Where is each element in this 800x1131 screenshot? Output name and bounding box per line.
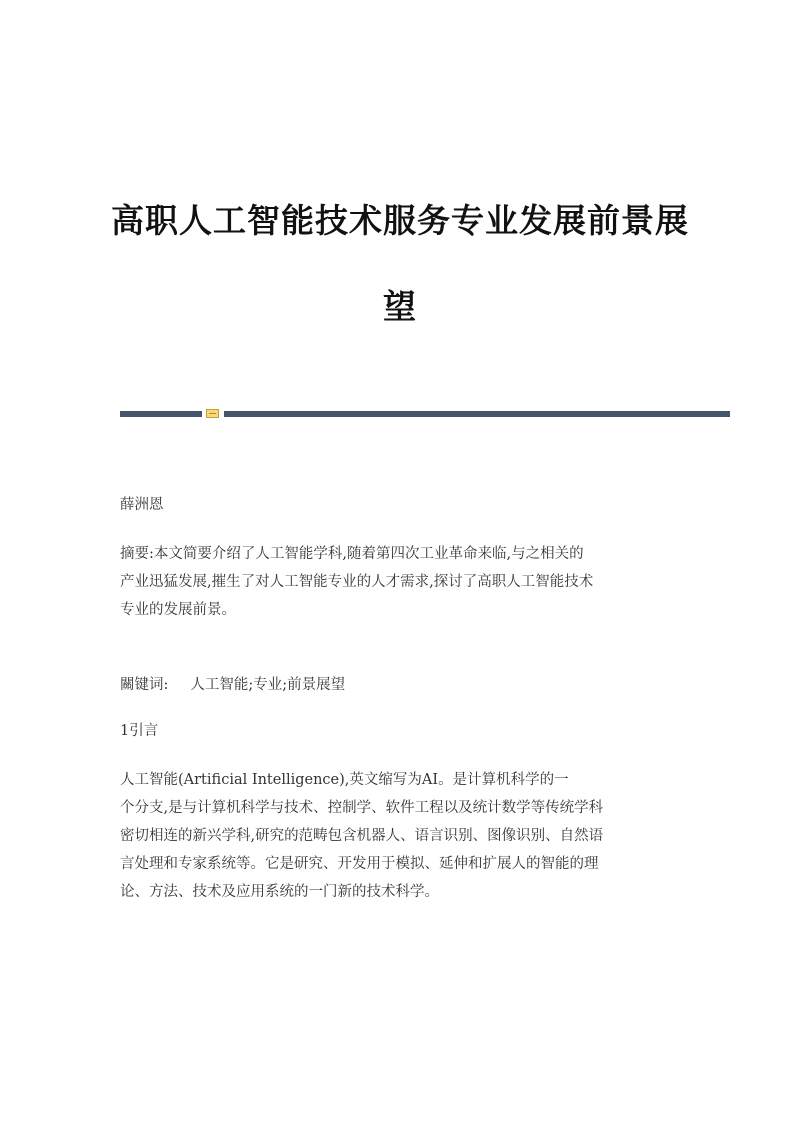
author-name: 薛洲恩 bbox=[120, 497, 164, 513]
abstract-line: 专业的发展前景。 bbox=[120, 602, 236, 618]
body-line: 个分支,是与计算机科学与技术、控制学、软件工程以及统计数学等传统学科 bbox=[120, 800, 604, 816]
section-heading: 1引言 bbox=[120, 723, 159, 739]
keywords-value: 人工智能;专业;前景展望 bbox=[190, 677, 346, 693]
keywords-label: 關键词: bbox=[120, 677, 169, 693]
body-line: 言处理和专家系统等。它是研究、开发用于模拟、延伸和扩展人的智能的理 bbox=[120, 856, 599, 872]
divider-bar-right bbox=[224, 411, 730, 417]
page-title bbox=[100, 178, 700, 350]
divider-bar-left bbox=[120, 411, 202, 417]
abstract-line: 摘要:本文简要介绍了人工智能学科,随着第四次工业革命来临,与之相关的 bbox=[120, 546, 584, 562]
abstract-line: 产业迅猛发展,摧生了对人工智能专业的人才需求,探讨了高职人工智能技术 bbox=[120, 574, 594, 590]
body-paragraph bbox=[120, 766, 680, 906]
keywords-line bbox=[120, 674, 680, 696]
body-line: 论、方法、技术及应用系统的一门新的技术科学。 bbox=[120, 884, 439, 900]
title-divider bbox=[120, 409, 730, 418]
abstract-paragraph bbox=[120, 540, 680, 624]
body-line: 密切相连的新兴学科,研究的范畴包含机器人、语言识别、图像识别、自然语 bbox=[120, 828, 604, 844]
title-line-1: 高职人工智能技术服务专业发展前景展 bbox=[111, 201, 689, 240]
divider-ornament-icon bbox=[206, 409, 219, 418]
body-line: 人工智能(Artificial Intelligence),英文缩写为AI。是计算机科学的一 bbox=[120, 772, 569, 788]
title-line-2: 望 bbox=[383, 287, 417, 326]
